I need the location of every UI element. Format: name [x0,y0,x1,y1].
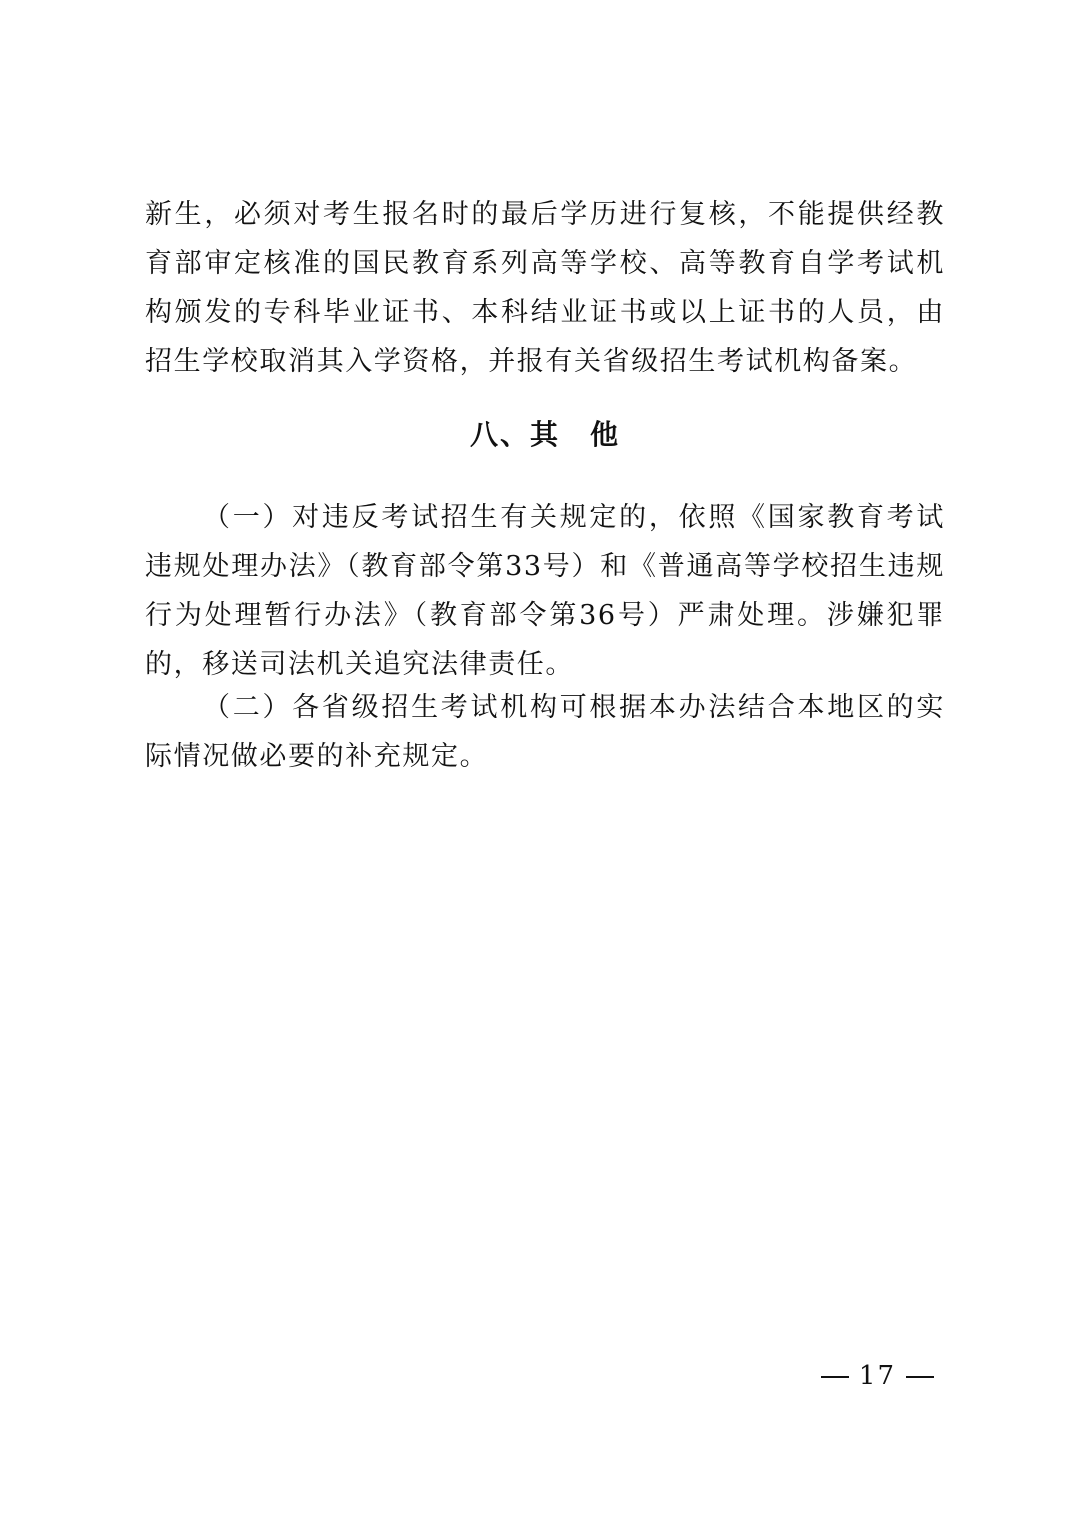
continuation-paragraph: 新生，必须对考生报名时的最后学历进行复核，不能提供经教育部审定核准的国民教育系列高等学校、高等教育自学考试机构颁发的专科毕业证书、本科结业证书或以上证书的人员，由招生学校取消其入学资格，并报有关省级招生考试机构备案。 [145,199,945,377]
paragraph-1: （一）对违反考试招生有关规定的，依照《国家教育考试违规处理办法》（教育部令第33号）和《普通高等学校招生违规行为处理暂行办法》（教育部令第36号）严肃处理。涉嫌犯罪的，移送司法机关追究法律责任。 [145,502,945,680]
section-heading: 八、其 他 [469,418,620,451]
right-dash [906,1376,934,1378]
paragraph-2: （二）各省级招生考试机构可根据本办法结合本地区的实际情况做必要的补充规定。 [145,692,945,772]
page-footer [811,1356,944,1396]
page-number: 17 [858,1361,896,1391]
left-dash [821,1376,849,1378]
